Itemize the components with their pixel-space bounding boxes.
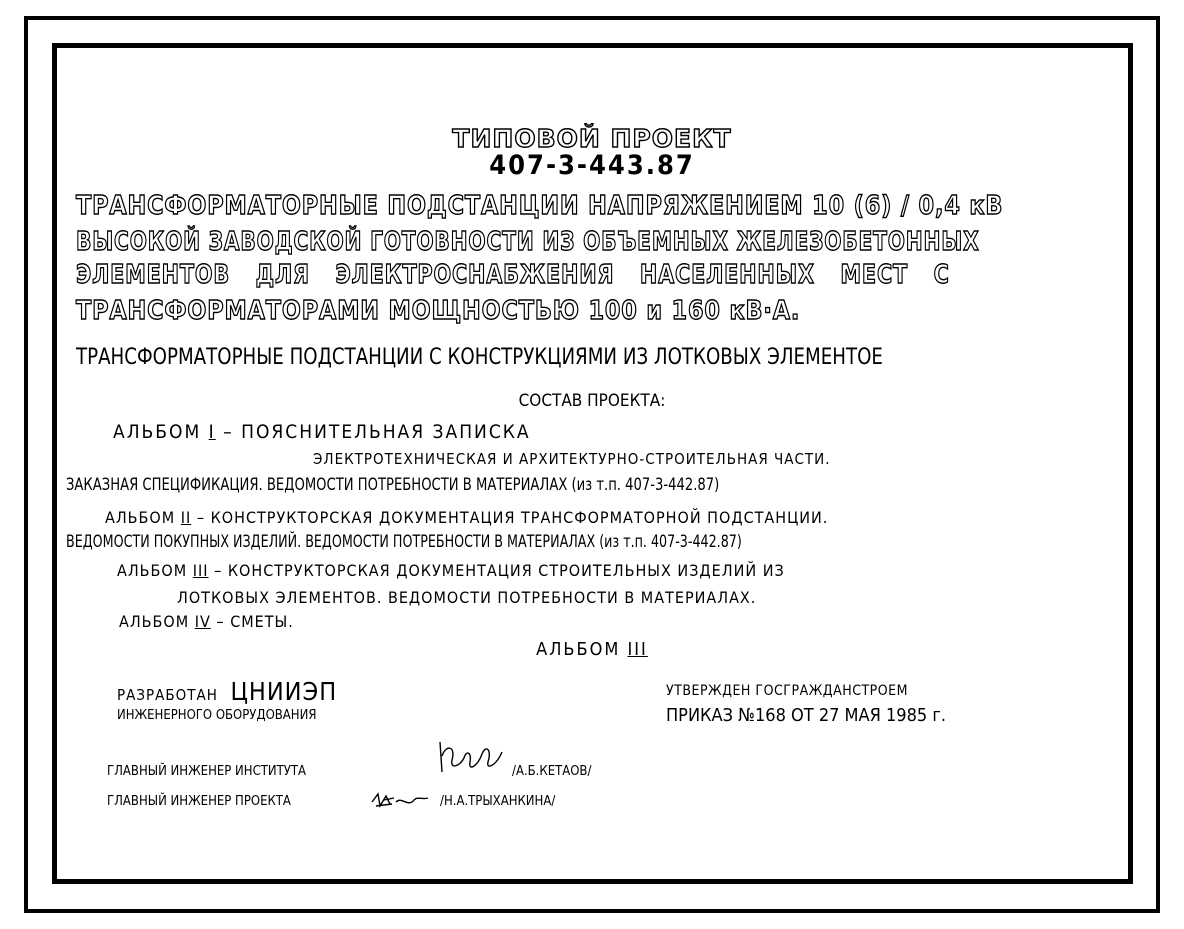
album-1-row xyxy=(113,423,531,442)
album-4-numeral: IV xyxy=(194,612,211,631)
project-number: 407-3-443.87 xyxy=(489,150,695,181)
album-1-line-1: – ПОЯСНИТЕЛЬНАЯ ЗАПИСКА xyxy=(223,421,531,443)
album-4-row xyxy=(119,614,294,630)
album-3-line-2: ЛОТКОВЫХ ЭЛЕМЕНТОВ. ВЕДОМОСТИ ПОТРЕБНОСТИ В МАТЕРИАЛАХ. xyxy=(177,588,757,607)
developer-row xyxy=(117,679,337,704)
developer-label: РАЗРАБОТАН xyxy=(117,686,218,704)
composition-heading: СОСТАВ ПРОЕКТА: xyxy=(518,391,666,411)
current-album xyxy=(0,641,1184,659)
title-line-2: ВЫСОКОЙ ЗАВОДСКОЙ ГОТОВНОСТИ ИЗ ОБЪЕМНЫХ ЖЕЛЕЗОБЕТОННЫХ xyxy=(76,227,980,257)
signature-scribble-1 xyxy=(432,736,510,782)
title-line-4: ТРАНСФОРМАТОРАМИ МОЩНОСТЬЮ 100 и 160 кВ·А. xyxy=(76,296,801,326)
album-3-numeral: III xyxy=(192,561,209,580)
album-1-line-2: ЭЛЕКТРОТЕХНИЧЕСКАЯ И АРХИТЕКТУРНО-СТРОИТЕЛЬНАЯ ЧАСТИ. xyxy=(313,450,831,468)
album-2-numeral: II xyxy=(180,508,192,527)
developer-org-sub: ИНЖЕНЕРНОГО ОБОРУДОВАНИЯ xyxy=(117,708,317,723)
signature-role-2: ГЛАВНЫЙ ИНЖЕНЕР ПРОЕКТА xyxy=(107,794,291,809)
album-4-label: АЛЬБОМ xyxy=(119,612,190,631)
album-1-numeral: I xyxy=(208,421,216,443)
album-2-line-2: ВЕДОМОСТИ ПОКУПНЫХ ИЗДЕЛИЙ. ВЕДОМОСТИ ПОТРЕБНОСТИ В МАТЕРИАЛАХ (из т.п. 407-3-442.87) xyxy=(66,532,742,552)
current-album-label: АЛЬБОМ xyxy=(536,639,621,660)
current-album-numeral: III xyxy=(627,639,648,660)
signature-scribble-2 xyxy=(368,788,434,812)
album-4-line-1: – СМЕТЫ. xyxy=(216,612,294,631)
album-3-label: АЛЬБОМ xyxy=(117,561,188,580)
album-3-line-1: – КОНСТРУКТОРСКАЯ ДОКУМЕНТАЦИЯ СТРОИТЕЛЬНЫХ ИЗДЕЛИЙ ИЗ xyxy=(214,561,785,580)
signature-name-1: /А.Б.КЕТАОВ/ xyxy=(512,764,592,779)
album-2-label: АЛЬБОМ xyxy=(105,508,176,527)
signature-name-2: /Н.А.ТРЫХАНКИНА/ xyxy=(440,794,556,809)
developer-org: ЦНИИЭП xyxy=(230,677,338,706)
album-1-label: АЛЬБОМ xyxy=(113,421,202,443)
subtitle: ТРАНСФОРМАТОРНЫЕ ПОДСТАНЦИИ С КОНСТРУКЦИЯМИ ИЗ ЛОТКОВЫХ ЭЛЕМЕНТОЕ xyxy=(76,345,883,370)
project-type-label: ТИПОВОЙ ПРОЕКТ xyxy=(452,124,732,153)
signature-role-1: ГЛАВНЫЙ ИНЖЕНЕР ИНСТИТУТА xyxy=(107,764,307,779)
approval-line-2: ПРИКАЗ №168 ОТ 27 МАЯ 1985 г. xyxy=(666,705,946,726)
album-2-line-1: – КОНСТРУКТОРСКАЯ ДОКУМЕНТАЦИЯ ТРАНСФОРМАТОРНОЙ ПОДСТАНЦИИ. xyxy=(196,508,829,527)
title-line-1: ТРАНСФОРМАТОРНЫЕ ПОДСТАНЦИИ НАПРЯЖЕНИЕМ 10 (6) / 0,4 кВ xyxy=(76,191,1004,221)
approval-line-1: УТВЕРЖДЕН ГОСГРАЖДАНСТРОЕМ xyxy=(666,683,909,699)
album-1-line-3: ЗАКАЗНАЯ СПЕЦИФИКАЦИЯ. ВЕДОМОСТИ ПОТРЕБНОСТИ В МАТЕРИАЛАХ (из т.п. 407-3-442.87) xyxy=(66,475,720,495)
album-2-row xyxy=(105,510,828,526)
title-line-3: ЭЛЕМЕНТОВ ДЛЯ ЭЛЕКТРОСНАБЖЕНИЯ НАСЕЛЕННЫХ МЕСТ С xyxy=(76,260,950,290)
album-3-row xyxy=(117,563,785,579)
